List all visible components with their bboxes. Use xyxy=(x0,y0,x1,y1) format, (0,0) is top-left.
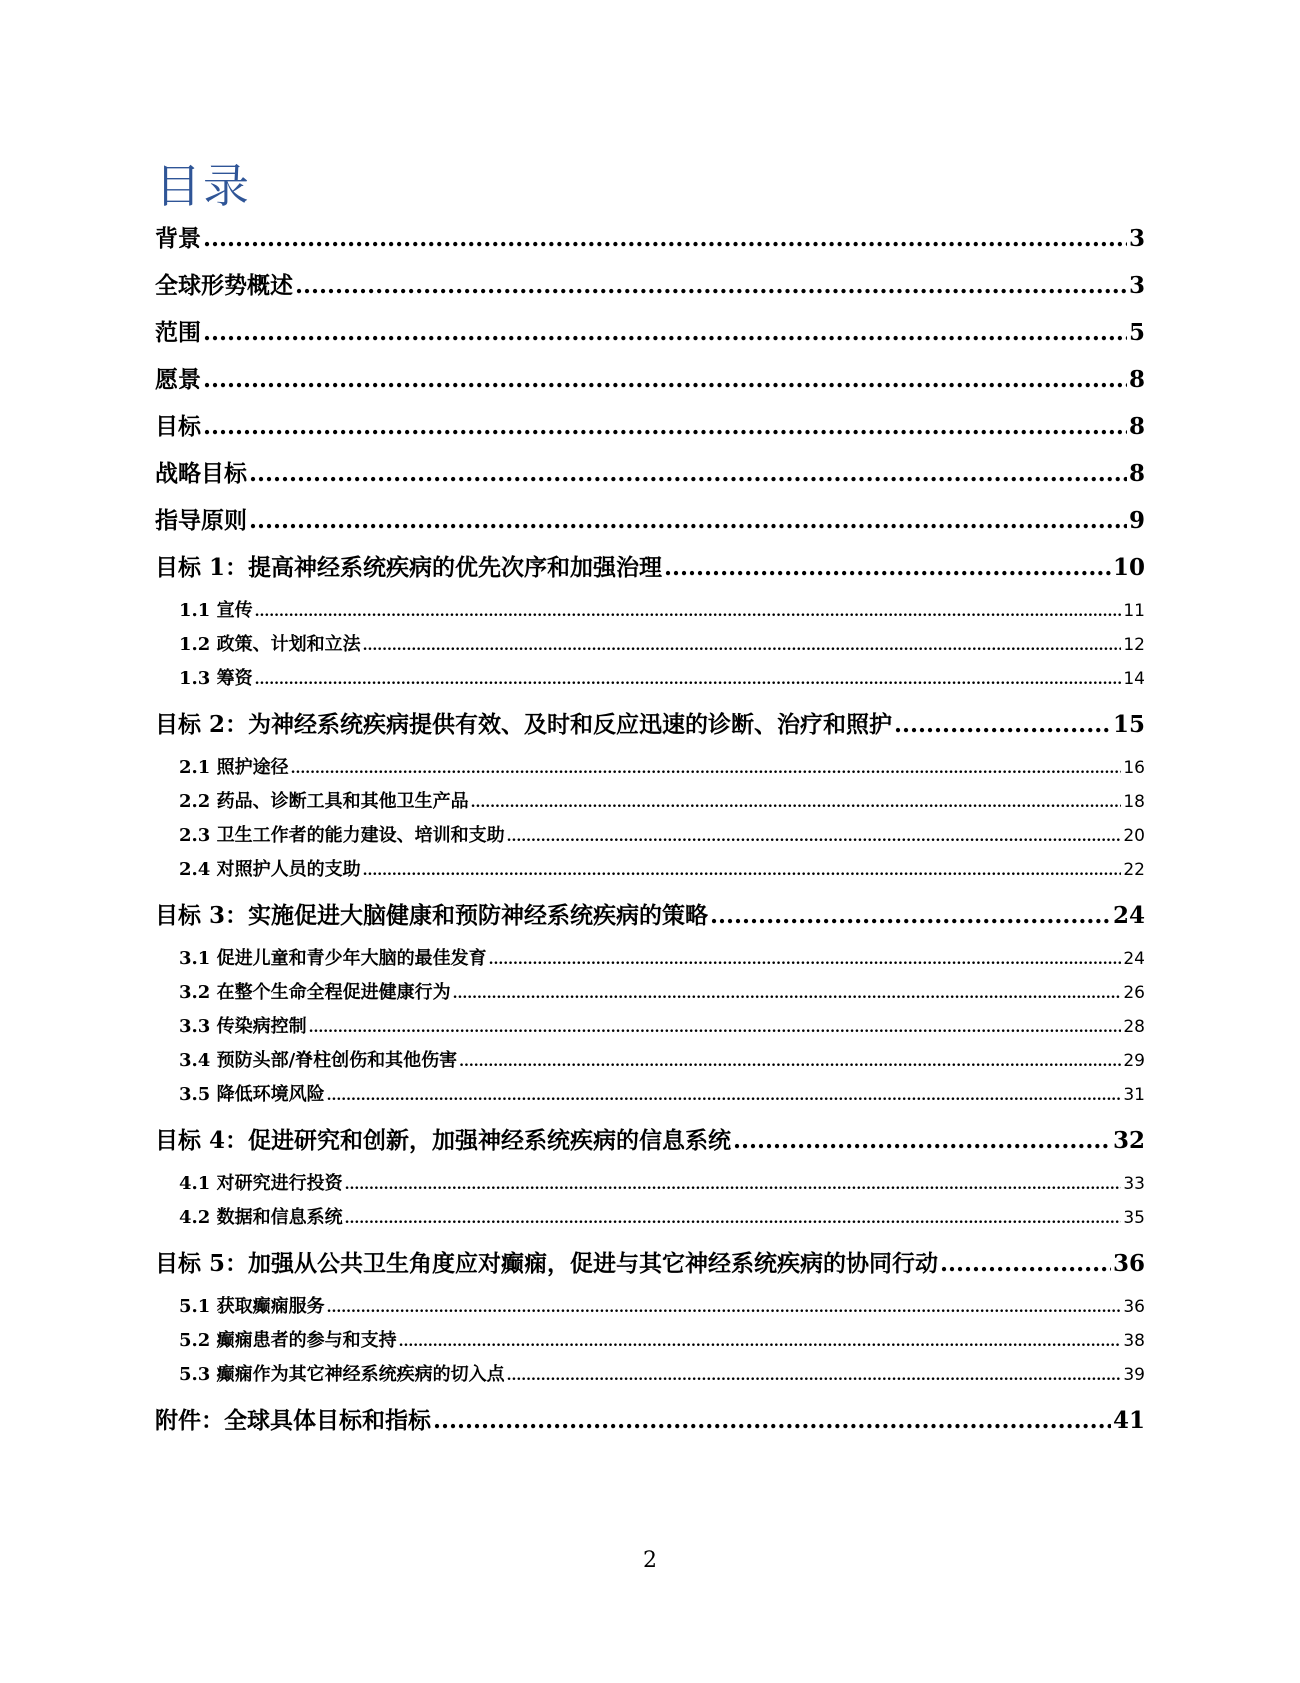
toc-label: 3.2 在整个生命全程促进健康行为 xyxy=(179,982,451,1003)
dot-leader xyxy=(471,791,1122,812)
toc-label: 目标 4：促进研究和创新，加强神经系统疾病的信息系统 xyxy=(155,1127,732,1154)
dot-leader xyxy=(507,1364,1122,1385)
toc-label: 1.2 政策、计划和立法 xyxy=(179,634,361,655)
toc-entry-objective-5[interactable] xyxy=(155,1245,1145,1292)
toc-entry-4-2[interactable] xyxy=(155,1203,1145,1237)
toc-label: 目标 1：提高神经系统疾病的优先次序和加强治理 xyxy=(155,554,663,581)
toc-entry-3-1[interactable] xyxy=(155,944,1145,978)
dot-leader xyxy=(203,225,1127,252)
toc-page-number: 20 xyxy=(1123,826,1145,846)
toc-page-number: 8 xyxy=(1128,413,1145,440)
toc-entry-objective-4[interactable] xyxy=(155,1122,1145,1169)
toc-page-number: 15 xyxy=(1112,711,1145,738)
toc-page-number: 33 xyxy=(1123,1174,1145,1194)
toc-page-number: 16 xyxy=(1123,758,1145,778)
toc-page-number: 24 xyxy=(1123,949,1145,969)
toc-label: 5.3 癫痫作为其它神经系统疾病的切入点 xyxy=(179,1364,505,1385)
toc-page-number: 9 xyxy=(1128,507,1145,534)
toc-page-number: 36 xyxy=(1123,1297,1145,1317)
toc-page-number: 12 xyxy=(1123,635,1145,655)
dot-leader xyxy=(203,319,1127,346)
toc-page-number: 32 xyxy=(1112,1127,1145,1154)
toc-label: 5.1 获取癫痫服务 xyxy=(179,1296,325,1317)
toc-entry-2-1[interactable] xyxy=(155,753,1145,787)
page-number: 2 xyxy=(643,1548,657,1573)
dot-leader xyxy=(733,1127,1111,1154)
toc-entry-scope[interactable] xyxy=(155,314,1145,361)
toc-label: 4.2 数据和信息系统 xyxy=(179,1207,343,1228)
dot-leader xyxy=(203,413,1127,440)
toc-page-number: 31 xyxy=(1123,1085,1145,1105)
toc-page-number: 26 xyxy=(1123,983,1145,1003)
dot-leader xyxy=(327,1296,1122,1317)
toc-label: 3.5 降低环境风险 xyxy=(179,1084,325,1105)
toc-entry-5-1[interactable] xyxy=(155,1292,1145,1326)
toc-label: 愿景 xyxy=(155,366,201,393)
toc-entry-vision[interactable] xyxy=(155,361,1145,408)
toc-entry-2-3[interactable] xyxy=(155,821,1145,855)
toc-entry-background[interactable] xyxy=(155,220,1145,267)
toc-entry-3-2[interactable] xyxy=(155,978,1145,1012)
toc-page-number: 29 xyxy=(1123,1051,1145,1071)
toc-page-number: 35 xyxy=(1123,1208,1145,1228)
dot-leader xyxy=(295,272,1127,299)
dot-leader xyxy=(363,634,1122,655)
toc-page-number: 3 xyxy=(1128,225,1145,252)
toc-label: 5.2 癫痫患者的参与和支持 xyxy=(179,1330,397,1351)
toc-entry-objective-2[interactable] xyxy=(155,706,1145,753)
toc-page-number: 14 xyxy=(1123,669,1145,689)
toc-page-number: 38 xyxy=(1123,1331,1145,1351)
toc-page-number: 8 xyxy=(1128,366,1145,393)
dot-leader xyxy=(894,711,1111,738)
dot-leader xyxy=(433,1407,1111,1434)
dot-leader xyxy=(363,859,1122,880)
dot-leader xyxy=(249,507,1127,534)
toc-entry-3-5[interactable] xyxy=(155,1080,1145,1114)
toc-label: 3.1 促进儿童和青少年大脑的最佳发育 xyxy=(179,948,487,969)
toc-page-number: 10 xyxy=(1112,554,1145,581)
toc-label: 战略目标 xyxy=(155,460,247,487)
dot-leader xyxy=(345,1207,1122,1228)
toc-entry-objective-1[interactable] xyxy=(155,549,1145,596)
toc-entry-objective-3[interactable] xyxy=(155,897,1145,944)
toc-page-number: 36 xyxy=(1112,1250,1145,1277)
toc-entry-5-2[interactable] xyxy=(155,1326,1145,1360)
toc-label: 目标 5：加强从公共卫生角度应对癫痫，促进与其它神经系统疾病的协同行动 xyxy=(155,1250,939,1277)
toc-label: 2.2 药品、诊断工具和其他卫生产品 xyxy=(179,791,469,812)
toc-entry-1-1[interactable] xyxy=(155,596,1145,630)
toc-label: 附件：全球具体目标和指标 xyxy=(155,1407,431,1434)
toc-label: 全球形势概述 xyxy=(155,272,293,299)
toc-label: 背景 xyxy=(155,225,201,252)
toc-entry-2-4[interactable] xyxy=(155,855,1145,889)
page-title: 目录 xyxy=(155,159,251,213)
toc-label: 3.3 传染病控制 xyxy=(179,1016,307,1037)
toc-label: 2.3 卫生工作者的能力建设、培训和支助 xyxy=(179,825,505,846)
toc-entry-2-2[interactable] xyxy=(155,787,1145,821)
toc-label: 1.1 宣传 xyxy=(179,600,253,621)
dot-leader xyxy=(327,1084,1122,1105)
toc-entry-3-4[interactable] xyxy=(155,1046,1145,1080)
toc-page-number: 41 xyxy=(1112,1407,1145,1434)
dot-leader xyxy=(255,668,1122,689)
dot-leader xyxy=(940,1250,1111,1277)
toc-page-number: 18 xyxy=(1123,792,1145,812)
toc-entry-3-3[interactable] xyxy=(155,1012,1145,1046)
dot-leader xyxy=(399,1330,1122,1351)
toc-entry-4-1[interactable] xyxy=(155,1169,1145,1203)
toc-entry-global-overview[interactable] xyxy=(155,267,1145,314)
dot-leader xyxy=(489,948,1122,969)
toc-label: 1.3 筹资 xyxy=(179,668,253,689)
toc-label: 3.4 预防头部/脊柱创伤和其他伤害 xyxy=(179,1050,458,1071)
toc-page-number: 24 xyxy=(1112,902,1145,929)
toc-label: 目标 xyxy=(155,413,201,440)
toc-page-number: 11 xyxy=(1123,601,1145,621)
toc-entry-guiding-principles[interactable] xyxy=(155,502,1145,549)
toc-page-number: 8 xyxy=(1128,460,1145,487)
toc-page-number: 5 xyxy=(1128,319,1145,346)
toc-entry-strategic-objectives[interactable] xyxy=(155,455,1145,502)
toc-label: 2.1 照护途径 xyxy=(179,757,289,778)
toc-entry-1-3[interactable] xyxy=(155,664,1145,698)
dot-leader xyxy=(249,460,1127,487)
toc-entry-1-2[interactable] xyxy=(155,630,1145,664)
dot-leader xyxy=(710,902,1111,929)
dot-leader xyxy=(309,1016,1122,1037)
toc-page-number: 28 xyxy=(1123,1017,1145,1037)
toc-label: 目标 2：为神经系统疾病提供有效、及时和反应迅速的诊断、治疗和照护 xyxy=(155,711,893,738)
toc-label: 指导原则 xyxy=(155,507,247,534)
toc-entry-5-3[interactable] xyxy=(155,1360,1145,1394)
dot-leader xyxy=(203,366,1127,393)
toc-label: 4.1 对研究进行投资 xyxy=(179,1173,343,1194)
dot-leader xyxy=(664,554,1111,581)
toc-entry-goal[interactable] xyxy=(155,408,1145,455)
dot-leader xyxy=(459,1050,1121,1071)
dot-leader xyxy=(507,825,1122,846)
toc-label: 范围 xyxy=(155,319,201,346)
dot-leader xyxy=(255,600,1122,621)
toc-label: 目标 3：实施促进大脑健康和预防神经系统疾病的策略 xyxy=(155,902,709,929)
dot-leader xyxy=(345,1173,1122,1194)
toc-entry-annex[interactable] xyxy=(155,1402,1145,1449)
table-of-contents xyxy=(155,220,1145,1449)
toc-page-number: 22 xyxy=(1123,860,1145,880)
toc-page-number: 39 xyxy=(1123,1365,1145,1385)
dot-leader xyxy=(291,757,1122,778)
toc-page-number: 3 xyxy=(1128,272,1145,299)
dot-leader xyxy=(453,982,1122,1003)
toc-label: 2.4 对照护人员的支助 xyxy=(179,859,361,880)
